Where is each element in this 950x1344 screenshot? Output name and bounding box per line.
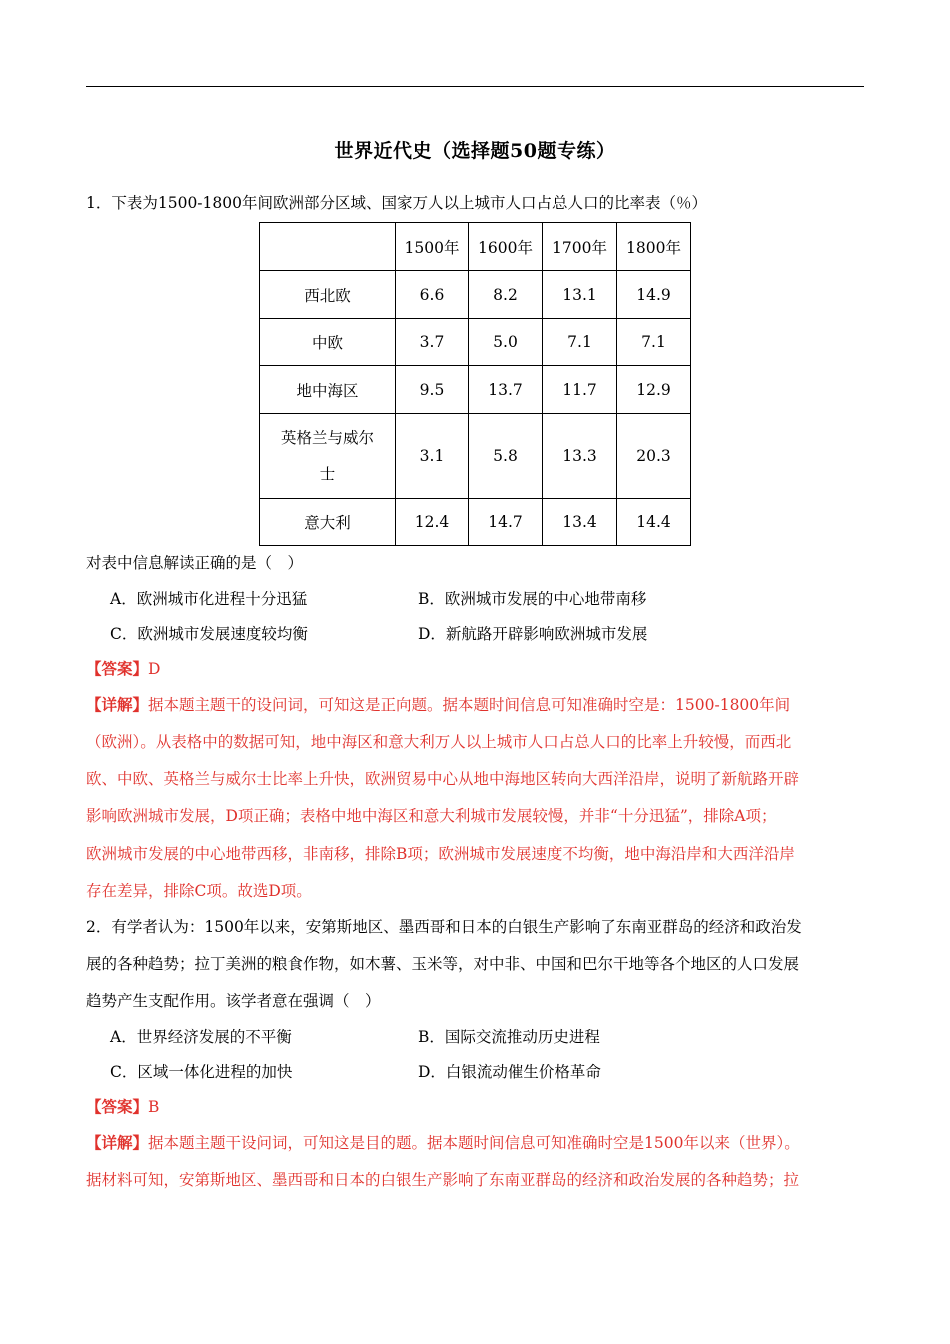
q1-detail-line: 存在差异，排除C项。故选D项。 <box>86 882 312 900</box>
table-region-cell: 西北欧 <box>260 271 396 319</box>
q1-question: 对表中信息解读正确的是（ ） <box>86 554 304 572</box>
answer-label: 【答案】 <box>86 1097 149 1116</box>
table-cell: 7.1 <box>617 319 691 366</box>
q1-detail-line <box>86 693 790 715</box>
q2-stem-line: 展的各种趋势；拉丁美洲的粮食作物，如木薯、玉米等，对中非、中国和巴尔干地等各个地区的人口发展 <box>86 955 800 973</box>
q1-detail-line: 欧洲城市发展的中心地带西移，非南移，排除B项；欧洲城市发展速度不均衡，地中海沿岸和大西洋沿岸 <box>86 845 795 863</box>
page-title: 世界近代史（选择题50题专练） <box>334 140 616 162</box>
table-header-cell: 1800年 <box>617 223 691 271</box>
table-cell: 5.8 <box>469 414 543 499</box>
table-header-row <box>260 223 691 271</box>
q2-detail-line: 据材料可知，安第斯地区、墨西哥和日本的白银生产影响了东南亚群岛的经济和政治发展的各种趋势；拉 <box>86 1171 800 1189</box>
table-row <box>260 271 691 319</box>
table-cell: 14.4 <box>617 499 691 546</box>
q2-answer <box>86 1095 159 1117</box>
table-cell: 13.4 <box>543 499 617 546</box>
detail-text: 据本题主题干设问词，可知这是目的题。据本题时间信息可知准确时空是1500年以来（世界）。 <box>148 1134 800 1152</box>
answer-value: B <box>148 1098 160 1116</box>
table-region-cell <box>260 414 396 499</box>
table-cell: 14.9 <box>617 271 691 319</box>
detail-label: 【详解】 <box>86 1133 149 1152</box>
q1-detail-line: （欧洲）。从表格中的数据可知，地中海区和意大利万人以上城市人口占总人口的比率上升较慢，而西北 <box>86 733 792 751</box>
answer-value: D <box>148 660 161 678</box>
table-cell: 12.4 <box>396 499 469 546</box>
table-cell: 9.5 <box>396 366 469 414</box>
table-region-cell: 意大利 <box>260 499 396 546</box>
q1-detail-line: 欧、中欧、英格兰与威尔士比率上升快，欧洲贸易中心从地中海地区转向大西洋沿岸，说明了新航路开辟 <box>86 770 800 788</box>
table-cell: 20.3 <box>617 414 691 499</box>
table-row <box>260 319 691 366</box>
q1-option-b[interactable]: B．欧洲城市发展的中心地带南移 <box>418 590 647 608</box>
table-cell: 13.7 <box>469 366 543 414</box>
table-cell: 13.1 <box>543 271 617 319</box>
q1-option-d[interactable]: D．新航路开辟影响欧洲城市发展 <box>418 625 648 643</box>
q2-option-b[interactable]: B．国际交流推动历史进程 <box>418 1028 600 1046</box>
table-region-text: 英格兰与威尔士 <box>280 429 374 483</box>
q1-option-a[interactable]: A．欧洲城市化进程十分迅猛 <box>110 590 308 608</box>
table-header-cell: 1700年 <box>543 223 617 271</box>
q2-detail-line <box>86 1131 800 1153</box>
q2-stem-line: 趋势产生支配作用。该学者意在强调（ ） <box>86 992 381 1010</box>
detail-text: 据本题主题干的设问词，可知这是正向题。据本题时间信息可知准确时空是：1500-1800年间 <box>148 696 791 714</box>
table-cell: 3.1 <box>396 414 469 499</box>
q2-option-d[interactable]: D．白银流动催生价格革命 <box>418 1063 601 1081</box>
q1-data-table <box>259 222 691 546</box>
table-cell: 6.6 <box>396 271 469 319</box>
q2-stem-line: 2．有学者认为：1500年以来，安第斯地区、墨西哥和日本的白银生产影响了东南亚群岛的经济和政治发 <box>86 918 802 936</box>
table-cell: 11.7 <box>543 366 617 414</box>
table-cell: 14.7 <box>469 499 543 546</box>
q2-option-c[interactable]: C．区域一体化进程的加快 <box>110 1063 293 1081</box>
table-row <box>260 414 691 499</box>
table-cell: 12.9 <box>617 366 691 414</box>
table-header-cell <box>260 223 396 271</box>
q1-detail-line: 影响欧洲城市发展，D项正确；表格中地中海区和意大利城市发展较慢，并非“十分迅猛”，排除A项； <box>86 807 777 825</box>
table-header-cell: 1500年 <box>396 223 469 271</box>
table-cell: 5.0 <box>469 319 543 366</box>
answer-label: 【答案】 <box>86 659 149 678</box>
detail-label: 【详解】 <box>86 695 149 714</box>
table-header-cell: 1600年 <box>469 223 543 271</box>
table-cell: 13.3 <box>543 414 617 499</box>
q2-option-a[interactable]: A．世界经济发展的不平衡 <box>110 1028 292 1046</box>
table-region-cell: 中欧 <box>260 319 396 366</box>
table-region-cell: 地中海区 <box>260 366 396 414</box>
table-cell: 7.1 <box>543 319 617 366</box>
table-cell: 3.7 <box>396 319 469 366</box>
table-row <box>260 366 691 414</box>
q1-answer <box>86 657 160 679</box>
table-row <box>260 499 691 546</box>
q1-option-c[interactable]: C．欧洲城市发展速度较均衡 <box>110 625 308 643</box>
header-rule <box>86 86 864 87</box>
q1-stem: 1．下表为1500-1800年间欧洲部分区域、国家万人以上城市人口占总人口的比率表（％） <box>86 194 707 212</box>
table-cell: 8.2 <box>469 271 543 319</box>
